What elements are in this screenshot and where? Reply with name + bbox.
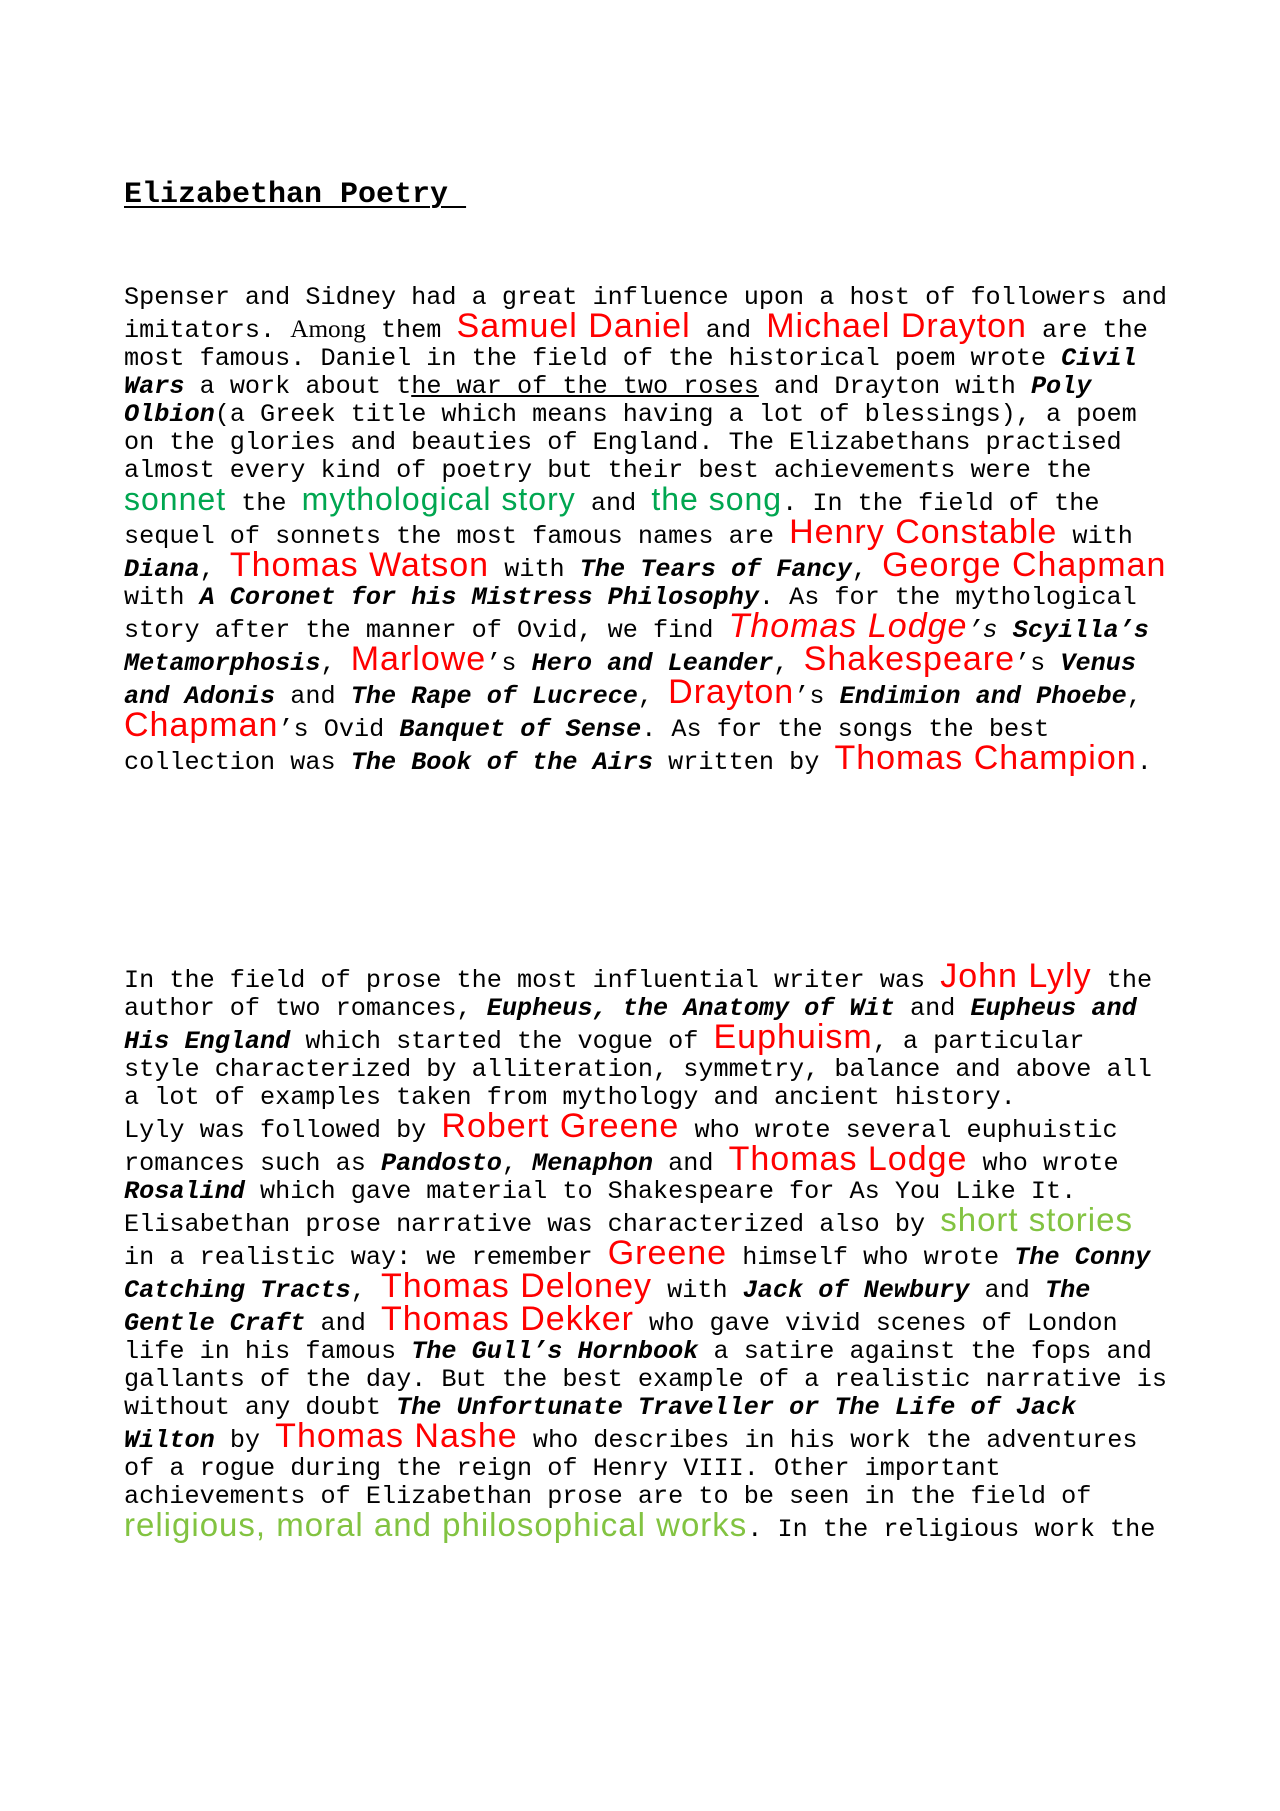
- text: ’s Ovid: [278, 715, 400, 744]
- work-title: Banquet of Sense: [399, 715, 642, 744]
- text: (a Greek title which means having a lot of blessings), a poem on the glories and beauties of England. The Elizabethans practised almost every kind of poetry but their best achievements were the: [124, 400, 1137, 485]
- text: the: [226, 489, 302, 518]
- author-name: Thomas Champion: [834, 739, 1137, 777]
- text: which started the vogue of: [290, 1027, 714, 1056]
- author-name: Robert Greene: [441, 1107, 680, 1145]
- text: them: [365, 316, 457, 345]
- text: and: [275, 682, 351, 711]
- text: and: [894, 994, 971, 1023]
- text: . In the religious work the: [747, 1515, 1156, 1544]
- text: with: [489, 555, 580, 584]
- work-title: The Gentle Craft: [124, 1276, 1091, 1338]
- work-title: A Coronet for his Mistress Philosophy: [199, 583, 759, 612]
- text: .: [1136, 748, 1152, 777]
- text: ,: [199, 555, 230, 584]
- text: ,: [637, 682, 669, 711]
- text: ,: [1126, 682, 1142, 711]
- text: , a particular style characterized by alliteration, symmetry, balance and above all a lot of examples taken from mythology and ancient history.: [124, 1027, 1152, 1112]
- work-title: Poly Olbion: [124, 372, 1092, 429]
- work-title: Diana: [124, 555, 200, 584]
- work-title: Jack of Newbury: [742, 1276, 970, 1305]
- text: with: [1057, 522, 1133, 551]
- author-name: Samuel Daniel: [456, 307, 691, 345]
- text: himself who wrote: [727, 1243, 1015, 1272]
- work-title: The Rape of Lucrece: [350, 682, 638, 711]
- author-name: Thomas Watson: [229, 546, 490, 584]
- style-keyword: Euphuism: [713, 1018, 873, 1056]
- text: who describes in his work the adventures of a rogue during the reign of Henry VIII. Other important achievements of Elizabethan prose are to be seen in the field of: [124, 1426, 1138, 1511]
- text: a satire against the fops and gallants of the day. But the best example of a realistic narrative is without any doubt: [124, 1337, 1167, 1422]
- work-title: The Unfortunate Traveller or The Life of Jack Wilton: [124, 1393, 1077, 1455]
- author-name: Greene: [607, 1234, 728, 1272]
- author-name: Marlowe: [350, 640, 487, 678]
- author-name: Thomas Deloney: [380, 1267, 652, 1305]
- genre-keyword: mythological story: [301, 481, 576, 517]
- text: are the most famous. Daniel in the field of the historical poem wrote: [124, 316, 1148, 373]
- text: the author of two romances,: [124, 966, 1153, 1023]
- text: ’s: [486, 649, 532, 678]
- text: and: [969, 1276, 1045, 1305]
- work-title: The Gull’s Hornbook: [411, 1337, 699, 1366]
- genre-keyword: religious, moral and philosophical works: [124, 1506, 748, 1543]
- text: ,: [773, 649, 804, 678]
- work-title: Scyilla’s Metamorphosis: [124, 616, 1149, 678]
- text: who gave vivid scenes of London life in his famous: [124, 1309, 1118, 1366]
- author-name: Henry Constable: [789, 513, 1058, 551]
- work-title: Endimion and Phoebe: [839, 682, 1127, 711]
- work-title: Rosalind: [124, 1177, 245, 1206]
- text: ,: [350, 1276, 381, 1305]
- author-name: Drayton: [668, 673, 795, 711]
- author-name: Michael Drayton: [766, 307, 1027, 345]
- text: and Drayton with: [758, 372, 1031, 401]
- work-title: Eupheus and His England: [124, 994, 1137, 1056]
- underlined-text: he war of the two roses: [411, 372, 759, 401]
- author-name: George Chapman: [882, 546, 1167, 584]
- paragraph-prose: [124, 957, 1174, 1544]
- text: who wrote several euphuistic romances such as: [124, 1116, 1118, 1178]
- paragraph-poetry: [124, 284, 1174, 777]
- text: Spenser and Sidney had a great influence upon a host of followers and imitators.: [124, 283, 1167, 345]
- text: in a realistic way: we remember: [124, 1243, 608, 1272]
- text: and: [305, 1309, 381, 1338]
- text: written by: [653, 748, 835, 777]
- author-name: Thomas Dekker: [380, 1300, 634, 1338]
- work-title: Pandosto: [380, 1149, 502, 1178]
- text: with: [651, 1276, 743, 1305]
- text: Among: [290, 316, 366, 343]
- text: ,: [851, 555, 883, 584]
- text: ’s: [794, 682, 840, 711]
- work-title: The Book of the Airs: [350, 748, 654, 777]
- text: ’s: [967, 616, 1013, 645]
- text: and: [690, 316, 767, 345]
- work-title: Menaphon: [532, 1149, 654, 1178]
- text: and: [653, 1149, 729, 1178]
- text: ,: [320, 649, 351, 678]
- text: which gave material to Shakespeare for As You Like It. Elisabethan prose narrative was characterized also by: [124, 1177, 1077, 1239]
- work-title: Venus and Adonis: [124, 649, 1136, 711]
- text: . As for the mythological story after the manner of Ovid, we find: [124, 583, 1137, 645]
- text: ’s: [1015, 649, 1061, 678]
- page-title: Elizabethan Poetry: [124, 178, 467, 212]
- genre-keyword: sonnet: [124, 481, 227, 517]
- author-name: Thomas Lodge: [728, 1140, 968, 1178]
- genre-keyword: short stories: [940, 1201, 1133, 1238]
- work-title: The Tears of Fancy: [579, 555, 852, 584]
- author-name: John Lyly: [940, 957, 1092, 995]
- work-title: The Conny Catching Tracts: [124, 1243, 1151, 1305]
- work-title: Civil Wars: [124, 344, 1137, 401]
- author-name: Thomas Lodge: [728, 607, 968, 645]
- text: . In the field of the sequel of sonnets the most famous names are: [124, 489, 1100, 551]
- author-name: Thomas Nashe: [275, 1417, 518, 1455]
- author-name: Chapman: [124, 706, 279, 744]
- text: . As for the songs the best collection was: [124, 715, 1050, 777]
- text: who wrote: [967, 1149, 1119, 1178]
- work-title: Hero and Leander: [531, 649, 774, 678]
- text: a work about t: [184, 372, 412, 401]
- text: ,: [501, 1149, 533, 1178]
- text: by: [214, 1426, 276, 1455]
- work-title: Eupheus, the Anatomy of Wit: [486, 994, 895, 1023]
- text: Lyly was followed by: [124, 1116, 442, 1145]
- text: and: [575, 489, 652, 518]
- text: In the field of prose the most influential writer was: [124, 966, 941, 995]
- author-name: Shakespeare: [803, 640, 1016, 678]
- genre-keyword: the song: [651, 481, 783, 517]
- text: with: [124, 583, 200, 612]
